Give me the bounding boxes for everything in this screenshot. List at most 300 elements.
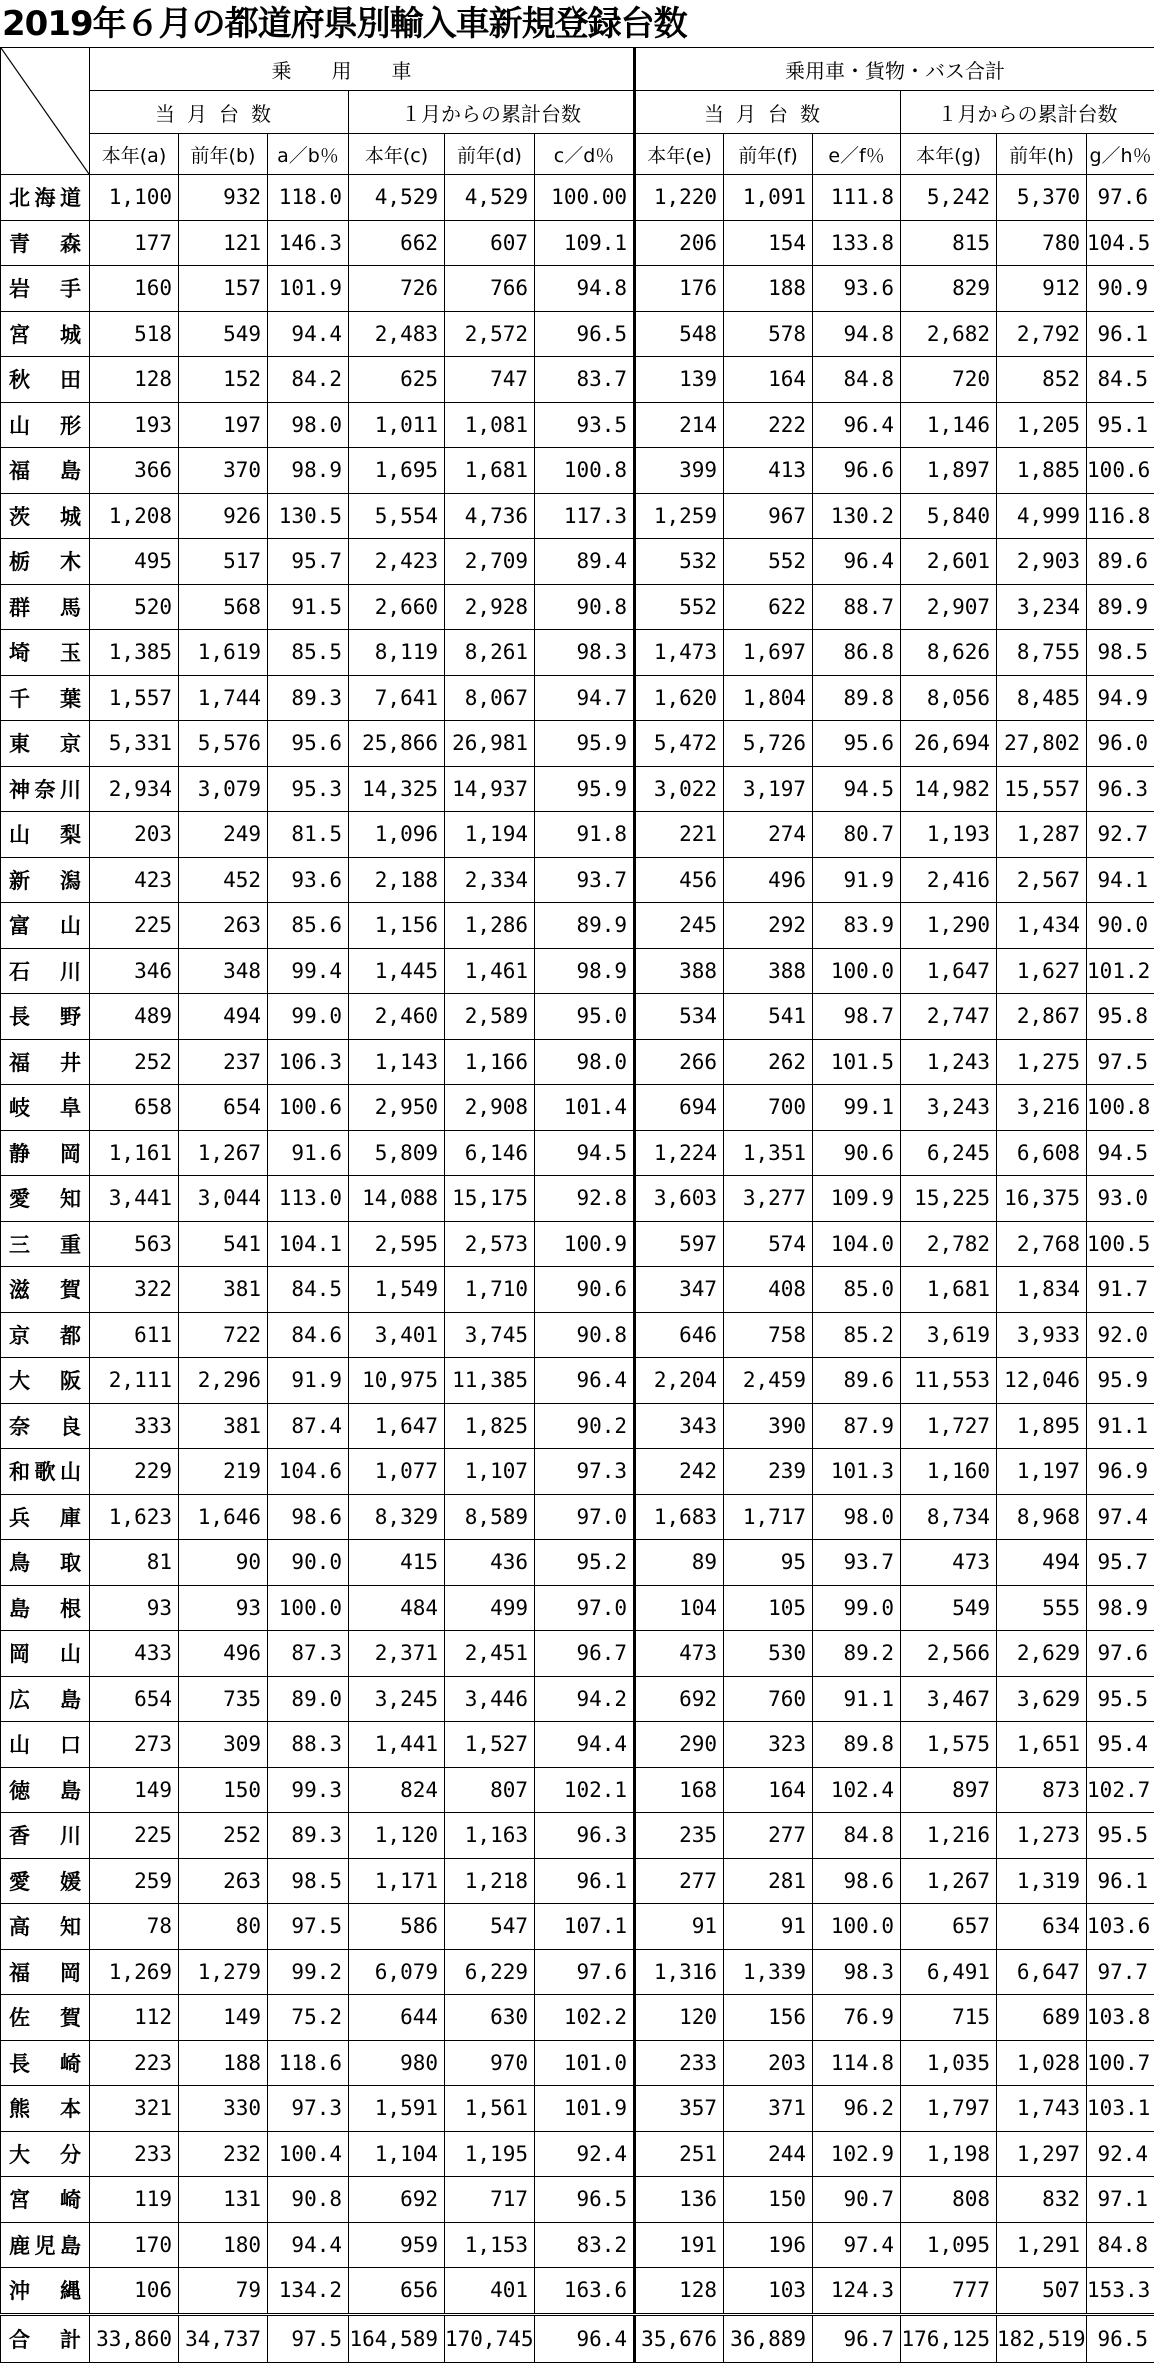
table-row [1,1039,1154,1085]
table-cell: 2,460 [349,994,445,1040]
table-cell: 180 [179,2222,268,2268]
table-cell: 1,895 [997,1403,1087,1449]
table-cell: 84.8 [813,1813,901,1859]
table-cell: 94.8 [535,266,635,312]
prefecture-name: 熊本 [1,2086,90,2132]
table-cell: 106 [90,2268,179,2315]
table-cell: 242 [635,1449,724,1495]
table-cell: 98.6 [268,1494,349,1540]
table-cell: 114.8 [813,2040,901,2086]
prefecture-name: 福岡 [1,1949,90,1995]
table-cell: 100.0 [813,1904,901,1950]
table-cell: 95.5 [1087,1676,1154,1722]
table-cell: 104.1 [268,1221,349,1267]
table-cell: 1,351 [724,1130,813,1176]
table-row [1,1722,1154,1768]
table-cell: 91 [724,1904,813,1950]
table-cell: 1,591 [349,2086,445,2132]
table-cell: 330 [179,2086,268,2132]
table-cell: 100.7 [1087,2040,1154,2086]
table-cell: 89.3 [268,675,349,721]
table-cell: 96.4 [535,2314,635,2362]
table-cell: 1,549 [349,1267,445,1313]
table-cell: 164 [724,1767,813,1813]
table-cell: 720 [901,357,997,403]
table-cell: 3,245 [349,1676,445,1722]
table-cell: 85.2 [813,1312,901,1358]
table-cell: 3,022 [635,766,724,812]
table-cell: 1,461 [445,948,535,994]
column-header: 本年(e) [635,134,724,175]
table-cell: 5,840 [901,493,997,539]
table-cell: 6,079 [349,1949,445,1995]
table-cell: 873 [997,1767,1087,1813]
table-cell: 237 [179,1039,268,1085]
prefecture-name: 長崎 [1,2040,90,2086]
table-cell: 2,416 [901,857,997,903]
table-cell: 1,561 [445,2086,535,2132]
table-cell: 1,194 [445,812,535,858]
page-title: 2019年６月の都道府県別輸入車新規登録台数 [2,4,687,44]
corner-diagonal [1,48,89,174]
table-cell: 193 [90,402,179,448]
table-cell: 244 [724,2131,813,2177]
table-cell: 1,825 [445,1403,535,1449]
table-cell: 322 [90,1267,179,1313]
table-cell: 263 [179,1858,268,1904]
table-cell: 95.3 [268,766,349,812]
table-cell: 92.4 [1087,2131,1154,2177]
table-cell: 547 [445,1904,535,1950]
header-cumulative-1: １月からの累計台数 [349,91,635,134]
table-cell: 4,529 [445,175,535,221]
table-cell: 357 [635,2086,724,2132]
table-cell: 128 [635,2268,724,2315]
total-label: 合計 [1,2314,90,2362]
table-cell: 93.6 [813,266,901,312]
table-cell: 91.1 [813,1676,901,1722]
table-cell: 586 [349,1904,445,1950]
table-cell: 36,889 [724,2314,813,2362]
table-cell: 100.0 [268,1585,349,1631]
table-cell: 90.9 [1087,266,1154,312]
table-cell: 100.6 [1087,448,1154,494]
table-cell: 11,385 [445,1358,535,1404]
table-cell: 399 [635,448,724,494]
table-cell: 96.5 [535,311,635,357]
table-row [1,2268,1154,2315]
table-cell: 152 [179,357,268,403]
table-cell: 157 [179,266,268,312]
table-cell: 91.8 [535,812,635,858]
table-cell: 413 [724,448,813,494]
table-cell: 852 [997,357,1087,403]
table-cell: 433 [90,1631,179,1677]
table-cell: 658 [90,1085,179,1131]
table-cell: 1,646 [179,1494,268,1540]
prefecture-name: 愛媛 [1,1858,90,1904]
table-cell: 3,446 [445,1676,535,1722]
prefecture-name: 香川 [1,1813,90,1859]
table-cell: 98.9 [535,948,635,994]
table-cell: 96.2 [813,2086,901,2132]
table-cell: 4,529 [349,175,445,221]
table-cell: 95.7 [1087,1540,1154,1586]
table-cell: 1,834 [997,1267,1087,1313]
table-cell: 95.7 [268,539,349,585]
table-row [1,721,1154,767]
table-cell: 1,081 [445,402,535,448]
table-cell: 8,119 [349,630,445,676]
table-cell: 95.6 [813,721,901,767]
table-cell: 130.5 [268,493,349,539]
table-cell: 3,243 [901,1085,997,1131]
table-cell: 99.0 [813,1585,901,1631]
table-cell: 8,755 [997,630,1087,676]
prefecture-name: 大阪 [1,1358,90,1404]
column-header: a／b％ [268,134,349,175]
table-cell: 93.7 [535,857,635,903]
table-cell: 97.4 [813,2222,901,2268]
table-cell: 89.9 [535,903,635,949]
table-row [1,311,1154,357]
table-row [1,1995,1154,2041]
table-cell: 206 [635,220,724,266]
table-cell: 133.8 [813,220,901,266]
table-cell: 1,316 [635,1949,724,1995]
table-cell: 1,287 [997,812,1087,858]
table-cell: 2,188 [349,857,445,903]
table-cell: 96.3 [535,1813,635,1859]
table-header [1,48,1154,175]
table-cell: 90.0 [1087,903,1154,949]
table-cell: 2,483 [349,311,445,357]
table-cell: 97.5 [268,1904,349,1950]
table-cell: 1,275 [997,1039,1087,1085]
table-cell: 97.6 [1087,1631,1154,1677]
table-cell: 722 [179,1312,268,1358]
table-cell: 8,734 [901,1494,997,1540]
table-cell: 84.8 [1087,2222,1154,2268]
table-cell: 109.1 [535,220,635,266]
table-cell: 86.8 [813,630,901,676]
table-cell: 1,208 [90,493,179,539]
table-cell: 27,802 [997,721,1087,767]
table-cell: 1,441 [349,1722,445,1768]
table-cell: 2,459 [724,1358,813,1404]
table-row [1,1176,1154,1222]
table-cell: 90.6 [535,1267,635,1313]
table-cell: 1,681 [901,1267,997,1313]
table-cell: 197 [179,402,268,448]
table-cell: 89.0 [268,1676,349,1722]
table-cell: 94.5 [813,766,901,812]
table-row [1,539,1154,585]
table-cell: 1,220 [635,175,724,221]
table-cell: 6,229 [445,1949,535,1995]
table-cell: 95.1 [1087,402,1154,448]
table-cell: 99.0 [268,994,349,1040]
table-cell: 1,218 [445,1858,535,1904]
table-row [1,402,1154,448]
prefecture-name: 鹿児島 [1,2222,90,2268]
prefecture-name: 三重 [1,1221,90,1267]
table-cell: 541 [179,1221,268,1267]
table-row [1,766,1154,812]
table-cell: 1,259 [635,493,724,539]
table-cell: 94.8 [813,311,901,357]
table-cell: 549 [901,1585,997,1631]
prefecture-name: 東京 [1,721,90,767]
table-cell: 3,197 [724,766,813,812]
table-cell: 95.2 [535,1540,635,1586]
table-cell: 5,472 [635,721,724,767]
table-cell: 93.6 [268,857,349,903]
table-cell: 154 [724,220,813,266]
table-cell: 105 [724,1585,813,1631]
table-cell: 563 [90,1221,179,1267]
table-cell: 1,163 [445,1813,535,1859]
table-cell: 366 [90,448,179,494]
prefecture-name: 石川 [1,948,90,994]
table-cell: 263 [179,903,268,949]
table-cell: 401 [445,2268,535,2315]
table-cell: 5,576 [179,721,268,767]
table-cell: 235 [635,1813,724,1859]
table-cell: 83.2 [535,2222,635,2268]
table-cell: 80 [179,1904,268,1950]
table-cell: 26,981 [445,721,535,767]
table-body [1,175,1154,2363]
table-cell: 574 [724,1221,813,1267]
table-cell: 1,434 [997,903,1087,949]
table-cell: 2,111 [90,1358,179,1404]
table-cell: 96.1 [1087,1858,1154,1904]
table-cell: 150 [179,1767,268,1813]
table-row [1,1813,1154,1859]
table-row [1,903,1154,949]
table-cell: 1,166 [445,1039,535,1085]
table-cell: 1,651 [997,1722,1087,1768]
table-cell: 100.8 [1087,1085,1154,1131]
table-cell: 1,195 [445,2131,535,2177]
table-cell: 715 [901,1995,997,2041]
table-cell: 100.6 [268,1085,349,1131]
table-cell: 78 [90,1904,179,1950]
table-cell: 1,273 [997,1813,1087,1859]
table-cell: 97.5 [268,2314,349,2362]
table-cell: 96.7 [813,2314,901,2362]
table-cell: 239 [724,1449,813,1495]
table-cell: 1,647 [349,1403,445,1449]
table-cell: 102.4 [813,1767,901,1813]
table-cell: 1,143 [349,1039,445,1085]
table-cell: 156 [724,1995,813,2041]
table-row [1,266,1154,312]
table-cell: 149 [179,1995,268,2041]
table-cell: 656 [349,2268,445,2315]
table-cell: 221 [635,812,724,858]
table-cell: 90.7 [813,2177,901,2223]
table-cell: 2,908 [445,1085,535,1131]
table-cell: 415 [349,1540,445,1586]
table-cell: 495 [90,539,179,585]
prefecture-name: 青森 [1,220,90,266]
table-cell: 766 [445,266,535,312]
table-cell: 98.9 [268,448,349,494]
table-cell: 1,291 [997,2222,1087,2268]
table-cell: 96.1 [1087,311,1154,357]
table-cell: 176,125 [901,2314,997,2362]
table-cell: 1,269 [90,1949,179,1995]
prefecture-name: 佐賀 [1,1995,90,2041]
table-cell: 2,747 [901,994,997,1040]
table-cell: 150 [724,2177,813,2223]
table-cell: 84.5 [1087,357,1154,403]
prefecture-name: 岩手 [1,266,90,312]
table-row [1,1085,1154,1131]
header-month-2: 当月台数 [635,91,901,134]
table-cell: 346 [90,948,179,994]
table-cell: 97.4 [1087,1494,1154,1540]
table-cell: 98.9 [1087,1585,1154,1631]
prefecture-name: 兵庫 [1,1494,90,1540]
table-cell: 99.3 [268,1767,349,1813]
table-cell: 90.6 [813,1130,901,1176]
table-cell: 101.4 [535,1085,635,1131]
table-cell: 104.6 [268,1449,349,1495]
table-cell: 689 [997,1995,1087,2041]
table-cell: 96.5 [535,2177,635,2223]
table-cell: 622 [724,584,813,630]
table-cell: 1,445 [349,948,445,994]
table-cell: 780 [997,220,1087,266]
table-cell: 124.3 [813,2268,901,2315]
table-cell: 2,451 [445,1631,535,1677]
table-cell: 3,745 [445,1312,535,1358]
table-cell: 568 [179,584,268,630]
table-cell: 3,277 [724,1176,813,1222]
table-cell: 97.7 [1087,1949,1154,1995]
table-cell: 1,153 [445,2222,535,2268]
table-cell: 423 [90,857,179,903]
table-cell: 34,737 [179,2314,268,2362]
table-cell: 101.9 [535,2086,635,2132]
table-cell: 84.5 [268,1267,349,1313]
table-cell: 277 [635,1858,724,1904]
table-cell: 2,934 [90,766,179,812]
table-cell: 191 [635,2222,724,2268]
header-passenger-cars: 乗用車 [90,48,635,91]
table-cell: 530 [724,1631,813,1677]
table-cell: 90.8 [535,584,635,630]
table-cell: 611 [90,1312,179,1358]
table-cell: 518 [90,311,179,357]
table-cell: 170 [90,2222,179,2268]
table-cell: 96.7 [535,1631,635,1677]
table-cell: 100.9 [535,1221,635,1267]
table-cell: 170,745 [445,2314,535,2362]
table-cell: 101.2 [1087,948,1154,994]
table-cell: 95.8 [1087,994,1154,1040]
column-header: 本年(a) [90,134,179,175]
table-cell: 98.0 [535,1039,635,1085]
table-cell: 266 [635,1039,724,1085]
table-cell: 347 [635,1267,724,1313]
table-cell: 203 [724,2040,813,2086]
table-cell: 3,216 [997,1085,1087,1131]
table-cell: 96.4 [813,402,901,448]
table-cell: 1,385 [90,630,179,676]
table-row [1,493,1154,539]
table-cell: 94.4 [535,1722,635,1768]
column-header: 前年(h) [997,134,1087,175]
table-cell: 98.3 [535,630,635,676]
table-cell: 116.8 [1087,493,1154,539]
table-cell: 100.5 [1087,1221,1154,1267]
prefecture-name: 長野 [1,994,90,1040]
table-cell: 534 [635,994,724,1040]
table-row [1,1449,1154,1495]
table-cell: 1,743 [997,2086,1087,2132]
table-row [1,2086,1154,2132]
table-cell: 2,595 [349,1221,445,1267]
table-cell: 219 [179,1449,268,1495]
table-row [1,630,1154,676]
table-row [1,1403,1154,1449]
table-cell: 95.6 [268,721,349,767]
table-cell: 95.4 [1087,1722,1154,1768]
table-cell: 177 [90,220,179,266]
table-cell: 5,331 [90,721,179,767]
table-cell: 96.4 [535,1358,635,1404]
table-cell: 89.6 [813,1358,901,1404]
table-cell: 100.00 [535,175,635,221]
table-cell: 2,709 [445,539,535,585]
table-cell: 1,267 [179,1130,268,1176]
table-cell: 118.0 [268,175,349,221]
table-cell: 824 [349,1767,445,1813]
table-cell: 735 [179,1676,268,1722]
table-cell: 12,046 [997,1358,1087,1404]
table-cell: 408 [724,1267,813,1313]
table-cell: 3,401 [349,1312,445,1358]
table-cell: 101.3 [813,1449,901,1495]
table-cell: 5,370 [997,175,1087,221]
table-cell: 2,601 [901,539,997,585]
table-row [1,175,1154,221]
table-cell: 94.1 [1087,857,1154,903]
table-cell: 89.4 [535,539,635,585]
table-cell: 94.9 [1087,675,1154,721]
table-cell: 1,156 [349,903,445,949]
table-cell: 5,726 [724,721,813,767]
table-cell: 3,629 [997,1676,1087,1722]
table-cell: 726 [349,266,445,312]
table-cell: 104.5 [1087,220,1154,266]
prefecture-name: 滋賀 [1,1267,90,1313]
table-row [1,994,1154,1040]
table-cell: 654 [90,1676,179,1722]
table-cell: 1,197 [997,1449,1087,1495]
table-cell: 532 [635,539,724,585]
table-cell: 182,519 [997,2314,1087,2362]
table-cell: 91 [635,1904,724,1950]
table-cell: 101.9 [268,266,349,312]
table-cell: 4,736 [445,493,535,539]
table-cell: 4,999 [997,493,1087,539]
table-cell: 1,623 [90,1494,179,1540]
